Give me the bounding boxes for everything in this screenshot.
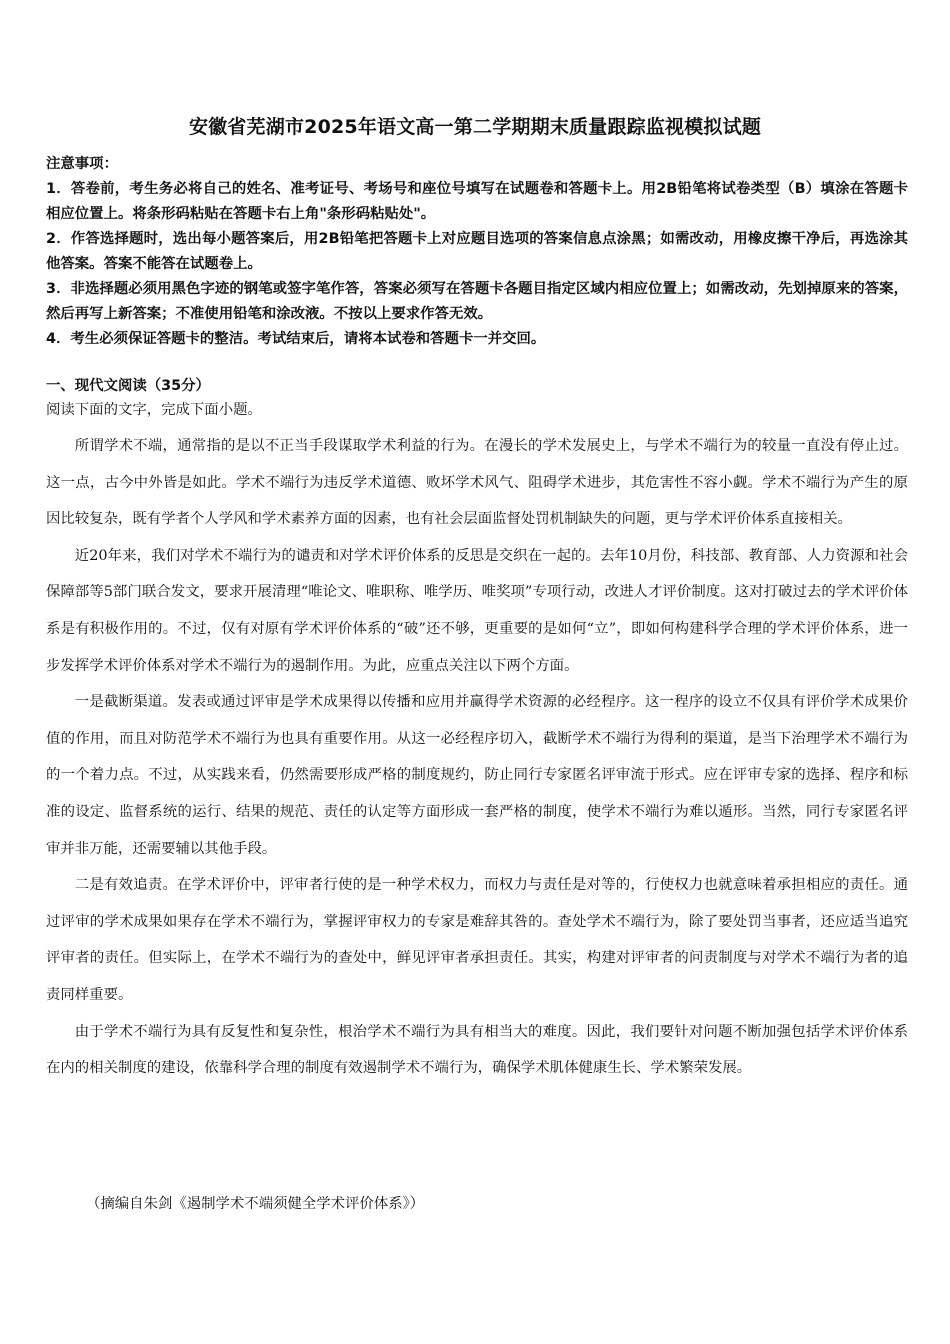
passage-paragraph: 所谓学术不端，通常指的是以不正当手段谋取学术利益的行为。在漫长的学术发展史上，与学术不端行为的较量一直没有停止过。这一点，古今中外皆是如此。学术不端行为违反学术道德、败坏学术风气、阻碍学术进步，其危害性不容小觑。学术不端行为产生的原因比较复杂，既有学者个人学风和学术素养方面的因素，也有社会层面监督处罚机制缺失的问题，更与学术评价体系直接相关。 [46, 438, 908, 528]
passage-paragraph: 由于学术不端行为具有反复性和复杂性，根治学术不端行为具有相当大的难度。因此，我们要针对问题不断加强包括学术评价体系在内的相关制度的建设，依靠科学合理的制度有效遏制学术不端行为，确保学术肌体健康生长、学术繁荣发展。 [46, 1023, 908, 1077]
notice-item: 2．作答选择题时，选出每小题答案后，用2B铅笔把答题卡上对应题目选项的答案信息点涂黑；如需改动，用橡皮擦干净后，再选涂其他答案。答案不能答在试题卷上。 [46, 231, 908, 272]
page-title: 安徽省芜湖市2025年语文高一第二学期期末质量跟踪监视模拟试题 [188, 116, 762, 138]
passage-paragraph: 二是有效追责。在学术评价中，评审者行使的是一种学术权力，而权力与责任是对等的，行使权力也就意味着承担相应的责任。通过评审的学术成果如果存在学术不端行为，掌握评审权力的专家是难辞其咎的。查处学术不端行为，除了要处罚当事者，还应适当追究评审者的责任。但实际上，在学术不端行为的查处中，鲜见评审者承担责任。其实，构建对评审者的问责制度与对学术不端行为者的追责同样重要。 [46, 877, 908, 1003]
passage-source: （摘编自朱剑《遏制学术不端须健全学术评价体系》） [86, 1196, 425, 1212]
passage-paragraph: 一是截断渠道。发表或通过评审是学术成果得以传播和应用并赢得学术资源的必经程序。这一程序的设立不仅具有评价学术成果价值的作用，而且对防范学术不端行为也具有重要作用。从这一必经程序切入，截断学术不端行为得利的渠道，是当下治理学术不端行为的一个着力点。不过，从实践来看，仍然需要形成严格的制度规约，防止同行专家匿名评审流于形式。应在评审专家的选择、程序和标准的设定、监督系统的运行、结果的规范、责任的认定等方面形成一套严格的制度，使学术不端行为难以遁形。当然，同行专家匿名评审并非万能，还需要辅以其他手段。 [46, 694, 908, 857]
passage-paragraph: 近20年来，我们对学术不端行为的谴责和对学术评价体系的反思是交织在一起的。去年10月份，科技部、教育部、人力资源和社会保障部等5部门联合发文，要求开展清理“唯论文、唯职称、唯学历、唯奖项”专项行动，改进人才评价制度。这对打破过去的学术评价体系是有积极作用的。不过，仅有对原有学术评价体系的“破”还不够，更重要的是如何“立”，即如何构建科学合理的学术评价体系，进一步发挥学术评价体系对学术不端行为的遏制作用。为此，应重点关注以下两个方面。 [46, 547, 908, 674]
notice-item: 3．非选择题必须用黑色字迹的钢笔或签字笔作答，答案必须写在答题卡各题目指定区域内相应位置上；如需改动，先划掉原来的答案，然后再写上新答案；不准使用铅笔和涂改液。不按以上要求作答无效。 [46, 281, 908, 322]
notice-block [46, 152, 908, 352]
notice-item: 1．答卷前，考生务必将自己的姓名、准考证号、考场号和座位号填写在试题卷和答题卡上。用2B铅笔将试卷类型（B）填涂在答题卡相应位置上。将条形码粘贴在答题卡右上角"条形码粘贴处"。 [46, 181, 908, 222]
reading-passage [46, 428, 908, 1087]
notice-item: 4．考生必须保证答题卡的整洁。考试结束后，请将本试卷和答题卡一并交回。 [46, 331, 546, 347]
section-instruction: 阅读下面的文字，完成下面小题。 [46, 402, 262, 418]
notice-heading: 注意事项： [46, 156, 118, 172]
section-header [46, 375, 908, 421]
section-title: 一、现代文阅读（35分） [46, 378, 210, 394]
